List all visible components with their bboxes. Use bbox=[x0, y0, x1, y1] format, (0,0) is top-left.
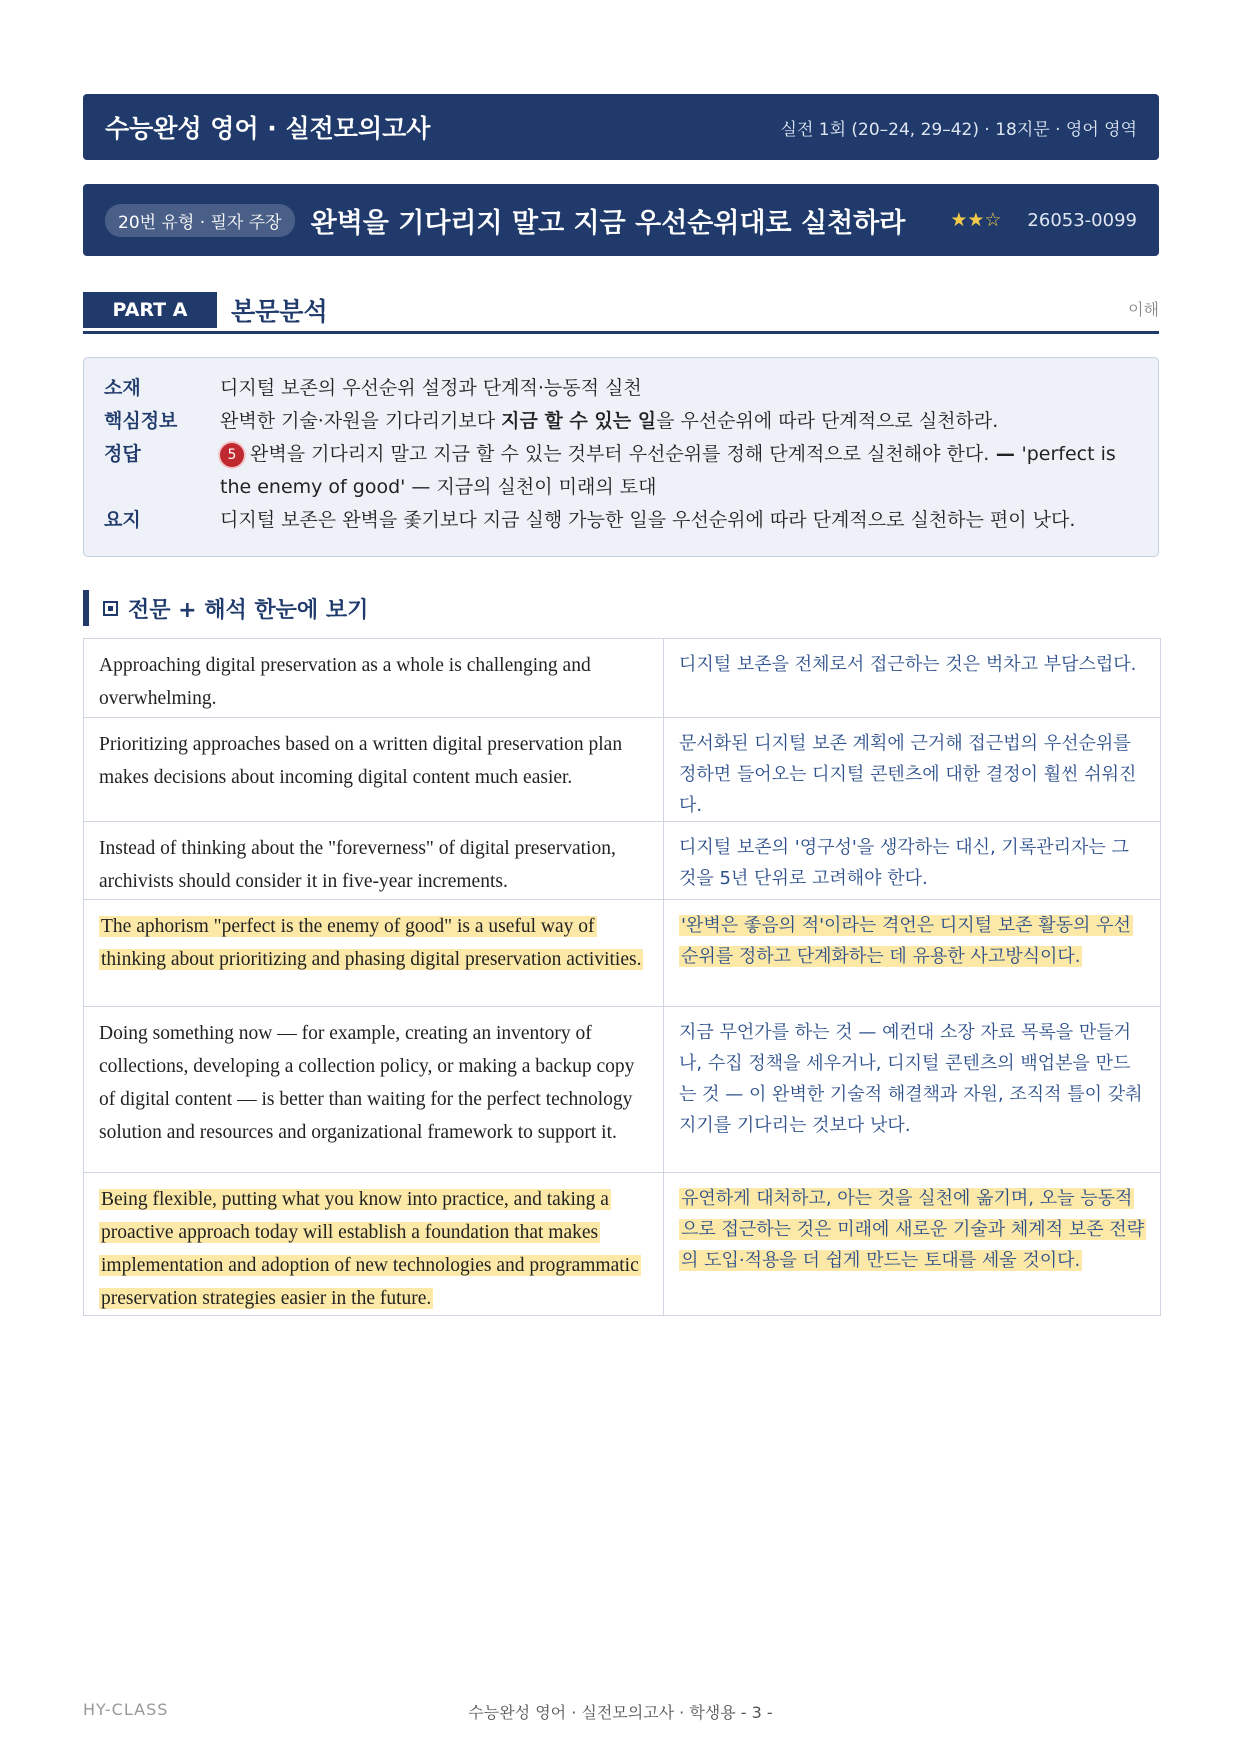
english-sentence-cell bbox=[84, 1007, 664, 1173]
korean-translation: '완벽은 좋음의 적'이라는 격언은 디지털 보존 활동의 우선순위를 정하고 단계화하는 데 유용한 사고방식이다. bbox=[681, 915, 1131, 967]
key-label: 핵심정보 bbox=[104, 410, 178, 432]
gist-text: 디지털 보존은 완벽을 좇기보다 지금 실행 가능한 일을 우선순위에 따라 단계적으로 실천하는 편이 낫다. bbox=[220, 509, 1076, 531]
english-sentence: Approaching digital preservation as a whole is challenging and overwhelming. bbox=[99, 655, 591, 709]
difficulty-stars-icon: ★★☆ bbox=[950, 209, 1002, 231]
part-label: PART A bbox=[83, 292, 217, 328]
table-row bbox=[84, 1173, 1161, 1316]
section-heading bbox=[83, 590, 368, 626]
table-row bbox=[84, 822, 1161, 900]
section-title: 전문 + 해석 한눈에 보기 bbox=[128, 597, 369, 623]
table-row bbox=[84, 639, 1161, 718]
summary-topic-row bbox=[104, 372, 1138, 405]
korean-translation: 문서화된 디지털 보존 계획에 근거해 접근법의 우선순위를 정하면 들어오는 디지털 콘텐츠에 대한 결정이 훨씬 쉬워진다. bbox=[679, 733, 1137, 816]
korean-translation-cell bbox=[664, 1007, 1161, 1173]
question-title: 완벽을 기다리지 말고 지금 우선순위대로 실천하라 bbox=[310, 207, 906, 239]
korean-translation: 유연하게 대처하고, 아는 것을 실천에 옮기며, 오늘 능동적으로 접근하는 것은 미래에 새로운 기술과 체계적 보존 전략의 도입·적용을 더 쉽게 만드는 토대를 세울 것이다. bbox=[681, 1188, 1145, 1271]
english-sentence-cell bbox=[84, 900, 664, 1007]
english-sentence-cell bbox=[84, 718, 664, 822]
analysis-summary-box bbox=[83, 357, 1159, 557]
korean-translation-cell bbox=[664, 1173, 1161, 1316]
korean-translation-cell bbox=[664, 900, 1161, 1007]
topic-label: 소재 bbox=[104, 377, 141, 399]
exam-title: 수능완성 영어 · 실전모의고사 bbox=[105, 114, 431, 143]
english-sentence: Prioritizing approaches based on a written digital preservation plan makes decisions about incoming digital content much easier. bbox=[99, 734, 623, 788]
english-sentence-cell bbox=[84, 822, 664, 900]
english-sentence-cell bbox=[84, 639, 664, 718]
square-bullet-icon bbox=[103, 601, 118, 616]
english-sentence-cell bbox=[84, 1173, 664, 1316]
table-row bbox=[84, 1007, 1161, 1173]
table-row bbox=[84, 718, 1161, 822]
summary-gist-row bbox=[104, 504, 1138, 537]
summary-answer-row bbox=[104, 438, 1138, 504]
key-text-post: 을 우선순위에 따라 단계적으로 실천하라. bbox=[656, 410, 999, 432]
english-sentence: The aphorism "perfect is the enemy of good" is a useful way of thinking about prioritizing and phasing digital preservation activities. bbox=[101, 916, 642, 970]
korean-translation: 디지털 보존의 '영구성'을 생각하는 대신, 기록관리자는 그것을 5년 단위로 고려해야 한다. bbox=[679, 837, 1129, 889]
english-sentence: Doing something now — for example, creating an inventory of collections, developing a collection policy, or making a backup copy of digital content — is better than waiting for the perfect technology solution and resources and organizational framework to support it. bbox=[99, 1023, 635, 1143]
topic-text: 디지털 보존의 우선순위 설정과 단계적·능동적 실천 bbox=[220, 377, 642, 399]
question-type-badge: 20번 유형 · 필자 주장 bbox=[105, 204, 295, 237]
question-code: 26053-0099 bbox=[1027, 209, 1137, 231]
part-side-label: 이해 bbox=[1128, 300, 1159, 319]
korean-translation: 지금 무언가를 하는 것 — 예컨대 소장 자료 목록을 만들거나, 수집 정책을 세우거나, 디지털 콘텐츠의 백업본을 만드는 것 — 이 완벽한 기술적 해결책과 자원, 조직적 틀이 갖춰지기를 기다리는 것보다 낫다. bbox=[679, 1022, 1143, 1136]
key-text-pre: 완벽한 기술·자원을 기다리기보다 bbox=[220, 410, 502, 432]
translation-table bbox=[83, 638, 1161, 1316]
footer-page-info: 수능완성 영어 · 실전모의고사 · 학생용 - 3 - bbox=[468, 1703, 773, 1722]
korean-translation-cell bbox=[664, 822, 1161, 900]
answer-number-icon: 5 bbox=[220, 443, 244, 467]
answer-main-text: 완벽을 기다리지 말고 지금 할 수 있는 것부터 우선순위를 정해 단계적으로 실천해야 한다. bbox=[250, 443, 990, 465]
gist-label: 요지 bbox=[104, 509, 141, 531]
summary-key-row bbox=[104, 405, 1138, 438]
english-sentence: Instead of thinking about the "foreverness" of digital preservation, archivists should consider it in five-year increments. bbox=[99, 838, 616, 892]
answer-label: 정답 bbox=[104, 443, 141, 465]
answer-dash: — bbox=[989, 443, 1022, 465]
part-header bbox=[83, 292, 1159, 334]
korean-translation-cell bbox=[664, 718, 1161, 822]
english-sentence: Being flexible, putting what you know into practice, and taking a proactive approach today will establish a foundation that makes implementation and adoption of new technologies and programmatic preservation strategies easier in the future. bbox=[101, 1189, 639, 1309]
answer-extra-text: 'perfect is the enemy of good' — 지금의 실천이 미래의 토대 bbox=[220, 443, 1116, 498]
answer-text bbox=[220, 438, 1138, 504]
footer-brand: HY-CLASS bbox=[83, 1700, 169, 1719]
question-bar bbox=[83, 184, 1159, 256]
korean-translation: 디지털 보존을 전체로서 접근하는 것은 벅차고 부담스럽다. bbox=[679, 654, 1137, 675]
top-banner bbox=[83, 94, 1159, 160]
exam-meta: 실전 1회 (20–24, 29–42) · 18지문 · 영어 영역 bbox=[780, 119, 1137, 140]
korean-translation-cell bbox=[664, 639, 1161, 718]
key-text-bold: 지금 할 수 있는 일 bbox=[501, 410, 657, 432]
table-row bbox=[84, 900, 1161, 1007]
key-text bbox=[220, 405, 1138, 438]
part-title: 본문분석 bbox=[231, 296, 328, 326]
